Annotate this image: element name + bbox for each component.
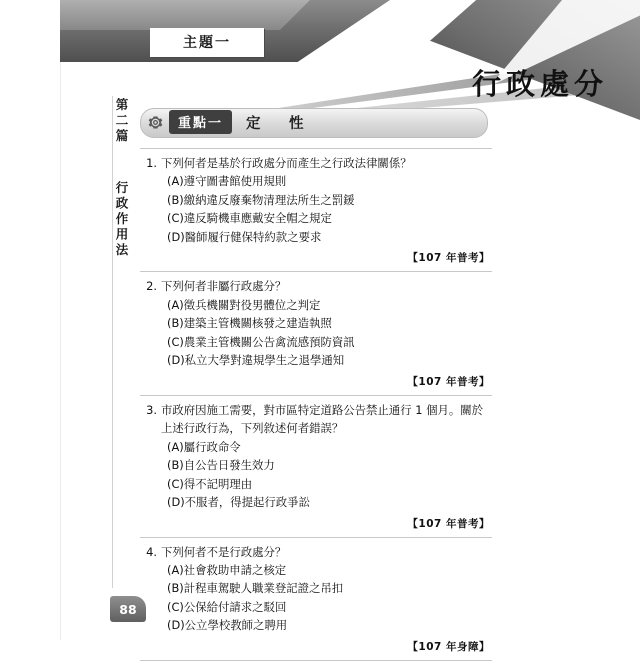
question-number: 1. <box>146 156 157 170</box>
spine-part-top: 第二篇 <box>114 98 129 145</box>
option-d: (D)私立大學對違規學生之退學通知 <box>167 353 345 368</box>
option-list <box>140 561 492 635</box>
option-a: (A)遵守圖書館使用規則 <box>167 174 287 189</box>
question-number: 4. <box>146 544 157 559</box>
option-d: (D)公立學校教師之聘用 <box>167 618 288 633</box>
question-stem: 下列何者是基於行政處分而產生之行政法律關係？ <box>161 156 412 170</box>
source-line <box>140 514 492 533</box>
topic-tag: 主題一 <box>150 28 264 57</box>
option-c: (C)公保給付請求之駁回 <box>167 599 287 614</box>
page-title: 行政處分 <box>471 67 608 101</box>
question-item <box>140 395 492 537</box>
source-line <box>140 248 492 267</box>
spine-part-bottom: 行政作用法 <box>114 180 129 258</box>
option-b: (B)繳納違反廢棄物清理法所生之罰鍰 <box>167 192 355 207</box>
keypoint-text: 定 性 <box>246 115 311 132</box>
option-c: (C)得不記明理由 <box>167 476 253 491</box>
option-a: (A)社會救助申請之核定 <box>167 562 287 577</box>
option-list <box>140 172 492 246</box>
keypoint-banner <box>140 108 486 136</box>
option-list <box>140 296 492 370</box>
source-line <box>140 372 492 391</box>
source-badge: 【107 年身障】 <box>407 640 490 653</box>
page-number-badge: 88 <box>110 596 146 622</box>
option-d: (D)不服者，得提起行政爭訟 <box>167 495 310 510</box>
question-list <box>140 148 492 661</box>
option-b: (B)建築主管機關核發之建造執照 <box>167 316 332 331</box>
option-a: (A)徵兵機關對役男體位之判定 <box>167 297 321 312</box>
source-line <box>140 637 492 656</box>
question-stem: 市政府因施工需要，對市區特定道路公告禁止通行 1 個月。關於上述行政行為，下列敘述何者錯誤？ <box>161 402 484 436</box>
header-decoration-left-light <box>60 0 310 30</box>
question-item <box>140 271 492 394</box>
source-badge: 【107 年普考】 <box>407 517 490 530</box>
option-d: (D)醫師履行健保特約款之要求 <box>167 229 322 244</box>
source-badge: 【107 年普考】 <box>407 252 490 265</box>
spine-label <box>96 98 130 258</box>
option-b: (B)自公告日發生效力 <box>167 458 275 473</box>
question-stem: 下列何者非屬行政處分？ <box>161 279 287 294</box>
source-badge: 【107 年普考】 <box>407 375 490 388</box>
option-b: (B)計程車駕駛人職業登記證之吊扣 <box>167 581 344 596</box>
question-stem: 下列何者不是行政處分？ <box>161 544 287 559</box>
option-c: (C)違反騎機車應戴安全帽之規定 <box>167 211 332 226</box>
option-a: (A)屬行政命令 <box>167 439 241 454</box>
option-c: (C)農業主管機關公告禽流感預防資訊 <box>167 334 355 349</box>
gear-icon <box>147 114 164 131</box>
question-number: 2. <box>146 279 157 294</box>
option-list <box>140 438 492 512</box>
question-item <box>140 148 492 271</box>
keypoint-label: 重點一 <box>169 110 232 134</box>
question-number: 3. <box>146 402 157 417</box>
question-item <box>140 537 492 661</box>
